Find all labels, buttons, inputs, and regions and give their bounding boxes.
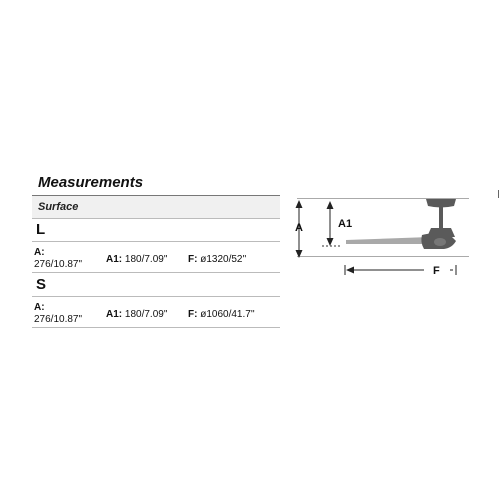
edge-tick-mark <box>498 190 499 198</box>
measurement-f-label: F: <box>188 254 198 265</box>
section-title: Measurements <box>38 174 144 191</box>
model-divider <box>32 272 280 273</box>
measurement-a-value: 276/10.87" <box>34 259 83 270</box>
measurement-a1-value: 180/7.09" <box>124 309 168 320</box>
measurement-f-value: ø1060/41.7'' <box>200 309 255 320</box>
label-a: A <box>295 222 303 234</box>
model-divider <box>32 241 280 242</box>
measurement-a1-value: 180/7.09" <box>124 254 168 265</box>
label-a1: A1 <box>338 218 353 230</box>
measurement-a1-label: A1: <box>106 309 123 320</box>
ceiling-fan-illustration <box>346 199 456 249</box>
measurement-a1-label: A1: <box>106 254 123 265</box>
measurement-a1 <box>106 254 167 266</box>
measurement-a-label: A: <box>34 302 45 313</box>
measurement-f-label: F: <box>188 309 198 320</box>
measurement-f <box>188 309 255 321</box>
dimension-a1-arrow <box>327 201 334 246</box>
model-label-s: S <box>36 276 47 293</box>
measurement-a <box>34 302 82 326</box>
measurement-a-label: A: <box>34 247 45 258</box>
label-f: F <box>433 265 440 277</box>
mount-type-label: Surface <box>38 201 79 213</box>
model-label-l: L <box>36 221 46 238</box>
fan-dimension-diagram <box>290 195 490 290</box>
measurement-a-value: 276/10.87" <box>34 314 83 325</box>
measurement-a <box>34 247 82 271</box>
band-divider <box>32 218 280 219</box>
model-divider <box>32 296 280 297</box>
measurement-f-value: ø1320/52'' <box>200 254 247 265</box>
model-divider <box>32 327 280 328</box>
measurement-f <box>188 254 246 266</box>
measurement-a1 <box>106 309 167 321</box>
